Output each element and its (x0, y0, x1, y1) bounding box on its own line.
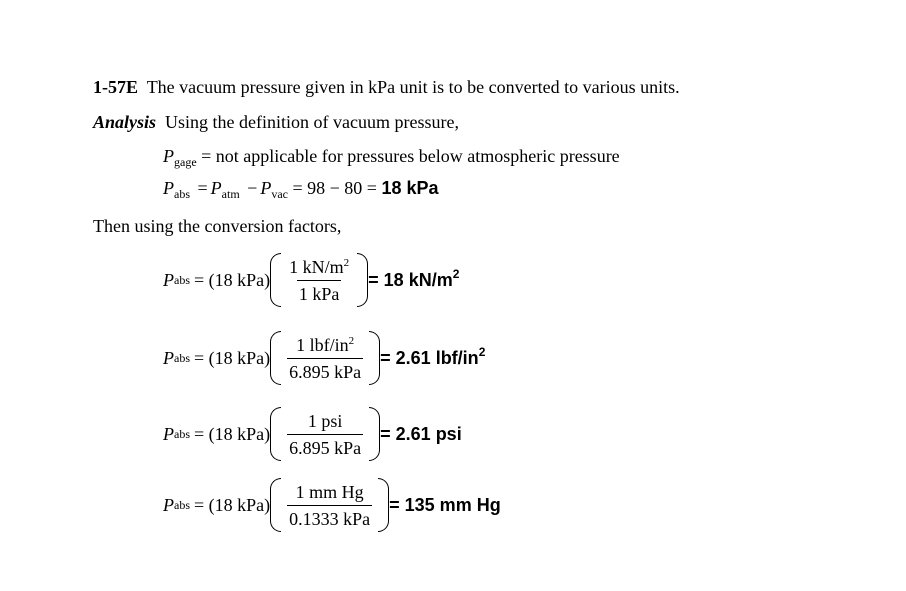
problem-statement: The vacuum pressure given in kPa unit is to be converted to various units. (146, 77, 680, 97)
fraction-denominator: 0.1333 kPa (287, 505, 372, 530)
fraction-numerator (294, 481, 366, 505)
numerator-text: 1 mm Hg (295, 481, 364, 502)
analysis-label: Analysis (93, 112, 157, 132)
gage-subscript: gage (174, 155, 197, 169)
p-vac-subscript: vac (271, 187, 288, 201)
fraction (283, 334, 367, 383)
fraction-numerator (294, 334, 356, 358)
conversion-equation-mmhg: P abs = (18 kPa) $\frac{\text{1 mm Hg}}{\text{0.1333 kPa}}$ = 135 mm Hg (163, 477, 501, 533)
numerator-text: 1 psi (307, 410, 343, 431)
fraction-denominator: 1 kPa (297, 280, 342, 305)
conv-given: = (18 kPa) (194, 494, 271, 515)
conversion-factor (270, 253, 368, 307)
minus-sign: − (247, 178, 258, 198)
conv-lhs-symbol: P (163, 494, 174, 515)
problem-statement-line (93, 76, 680, 98)
gage-text: = not applicable for pressures below atmospheric pressure (201, 146, 620, 166)
fraction (283, 481, 376, 530)
right-paren (357, 253, 368, 307)
fraction-numerator (306, 410, 345, 434)
gage-equation (163, 145, 620, 167)
right-paren (369, 331, 380, 385)
conv-given: = (18 kPa) (194, 269, 271, 290)
problem-number: 1-57E (93, 77, 138, 97)
numerator-sup: 2 (343, 256, 350, 269)
conv-lhs-symbol: P (163, 269, 174, 290)
conversion-result (368, 266, 460, 291)
fraction-denominator: 6.895 kPa (287, 434, 363, 459)
p-atm-subscript: atm (221, 187, 240, 201)
abs-equation (163, 177, 439, 199)
fraction (283, 256, 355, 305)
abs-numeric: = 98 − 80 = (292, 178, 377, 198)
analysis-text: Using the definition of vacuum pressure, (165, 112, 459, 132)
left-paren (270, 253, 281, 307)
left-paren (270, 331, 281, 385)
conv-lhs-symbol: P (163, 347, 174, 368)
p-vac-symbol: P (260, 178, 272, 198)
conv-lhs-symbol: P (163, 423, 174, 444)
conversion-result (389, 495, 501, 516)
conversion-equation-lbf: P abs = (18 kPa) $\frac{1 lbf/in^2}{\text{6.895 kPa}}$ = 2.61 lbf/$in^2$ (163, 330, 485, 386)
result-text: = 135 mm Hg (389, 494, 501, 515)
result-text: = 2.61 lbf/in (380, 347, 479, 368)
conv-given: = (18 kPa) (194, 423, 271, 444)
equals-sign: = (197, 178, 208, 198)
right-paren (378, 478, 389, 532)
left-paren (270, 407, 281, 461)
conversion-factor (270, 407, 380, 461)
result-text: = 2.61 psi (380, 423, 462, 444)
left-paren (270, 478, 281, 532)
abs-result: 18 kPa (381, 178, 439, 198)
analysis-line (93, 111, 459, 133)
conversion-factor (270, 331, 380, 385)
conversion-result (380, 424, 462, 445)
numerator-sup: 2 (348, 334, 355, 347)
p-atm-symbol: P (210, 178, 222, 198)
conv-given: = (18 kPa) (194, 347, 271, 368)
result-sup: 2 (478, 344, 486, 359)
gage-symbol: P (163, 146, 174, 166)
conversion-factor (270, 478, 389, 532)
result-sup: 2 (452, 266, 460, 281)
numerator-text: 1 lbf/in (296, 334, 349, 355)
abs-subscript: abs (174, 187, 190, 201)
abs-symbol: P (163, 178, 174, 198)
conversion-intro: Then using the conversion factors, (93, 216, 342, 236)
fraction-denominator: 6.895 kPa (287, 358, 363, 383)
right-paren (369, 407, 380, 461)
fraction (283, 410, 367, 459)
conversion-equation-kn: P abs = (18 kPa) $\frac{1 kN/m^2}{\text{1 kPa}}$ = 18 $kN/m^2$ (163, 252, 459, 308)
result-text: = 18 kN/m (368, 269, 453, 290)
fraction-numerator (287, 256, 351, 280)
numerator-text: 1 kN/m (289, 256, 344, 277)
conversion-equation-psi: P abs = (18 kPa) $\frac{\text{1 psi}}{\text{6.895 kPa}}$ = 2.61 psi (163, 406, 462, 462)
conversion-result (380, 344, 486, 369)
